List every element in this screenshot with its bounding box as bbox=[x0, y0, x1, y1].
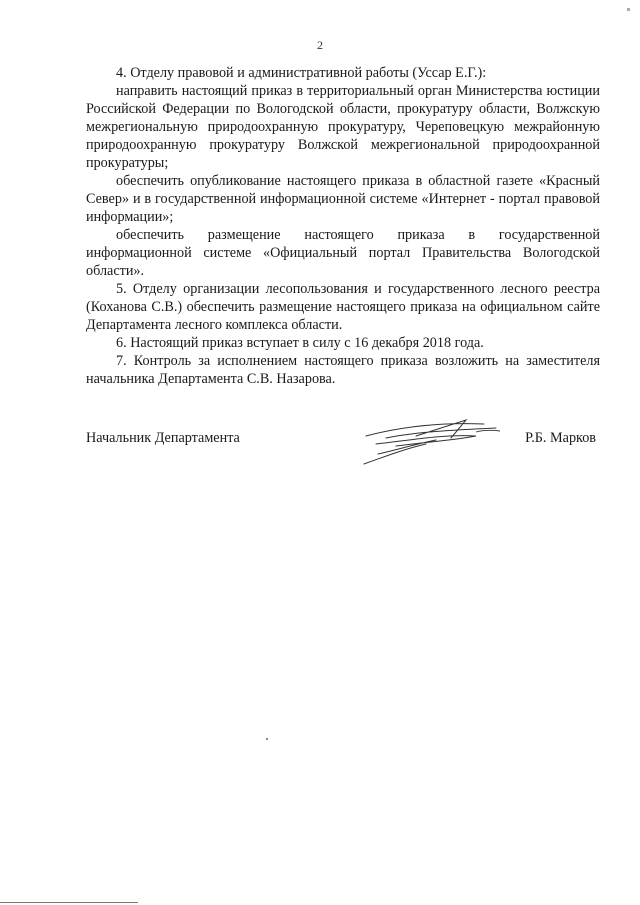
signature-block bbox=[86, 428, 600, 478]
scan-artifact bbox=[266, 738, 268, 740]
paragraph-place-order: обеспечить размещение настоящего приказа в государственной информационной системе «Официальный портал Правительства Вологодской области». bbox=[86, 227, 600, 279]
signatory-position: Начальник Департамента bbox=[86, 430, 240, 446]
scan-artifact bbox=[627, 8, 630, 11]
paragraph-publish-order: обеспечить опубликование настоящего приказа в областной газете «Красный Север» и в государственной информационной системе «Интернет - портал правовой информации»; bbox=[86, 173, 600, 225]
handwritten-signature bbox=[356, 414, 506, 474]
paragraph-item-4: 4. Отделу правовой и административной работы (Уссар Е.Г.): bbox=[116, 65, 487, 81]
paragraph-item-7: 7. Контроль за исполнением настоящего приказа возложить на заместителя начальника Департамента С.В. Назарова. bbox=[86, 353, 600, 387]
paragraph-item-6: 6. Настоящий приказ вступает в силу с 16 декабря 2018 года. bbox=[116, 335, 484, 351]
page-number: 2 bbox=[317, 38, 323, 52]
footer-rule bbox=[0, 902, 138, 903]
paragraph-item-5: 5. Отделу организации лесопользования и государственного лесного реестра (Коханова С.В.) обеспечить размещение настоящего приказа на официальном сайте Департамента лесного комплекса области. bbox=[86, 281, 600, 333]
signatory-name: Р.Б. Марков bbox=[525, 430, 596, 446]
document-body bbox=[86, 64, 600, 388]
paragraph-send-order: направить настоящий приказ в территориальный орган Министерства юстиции Российской Федерации по Вологодской области, прокуратуру области, Волжскую межрегиональную природоохранную прокуратуру, Череповецкую межрайонную природоохранную прокуратуру Волжской межрегиональной природоохранной прокуратуры; bbox=[86, 83, 600, 171]
